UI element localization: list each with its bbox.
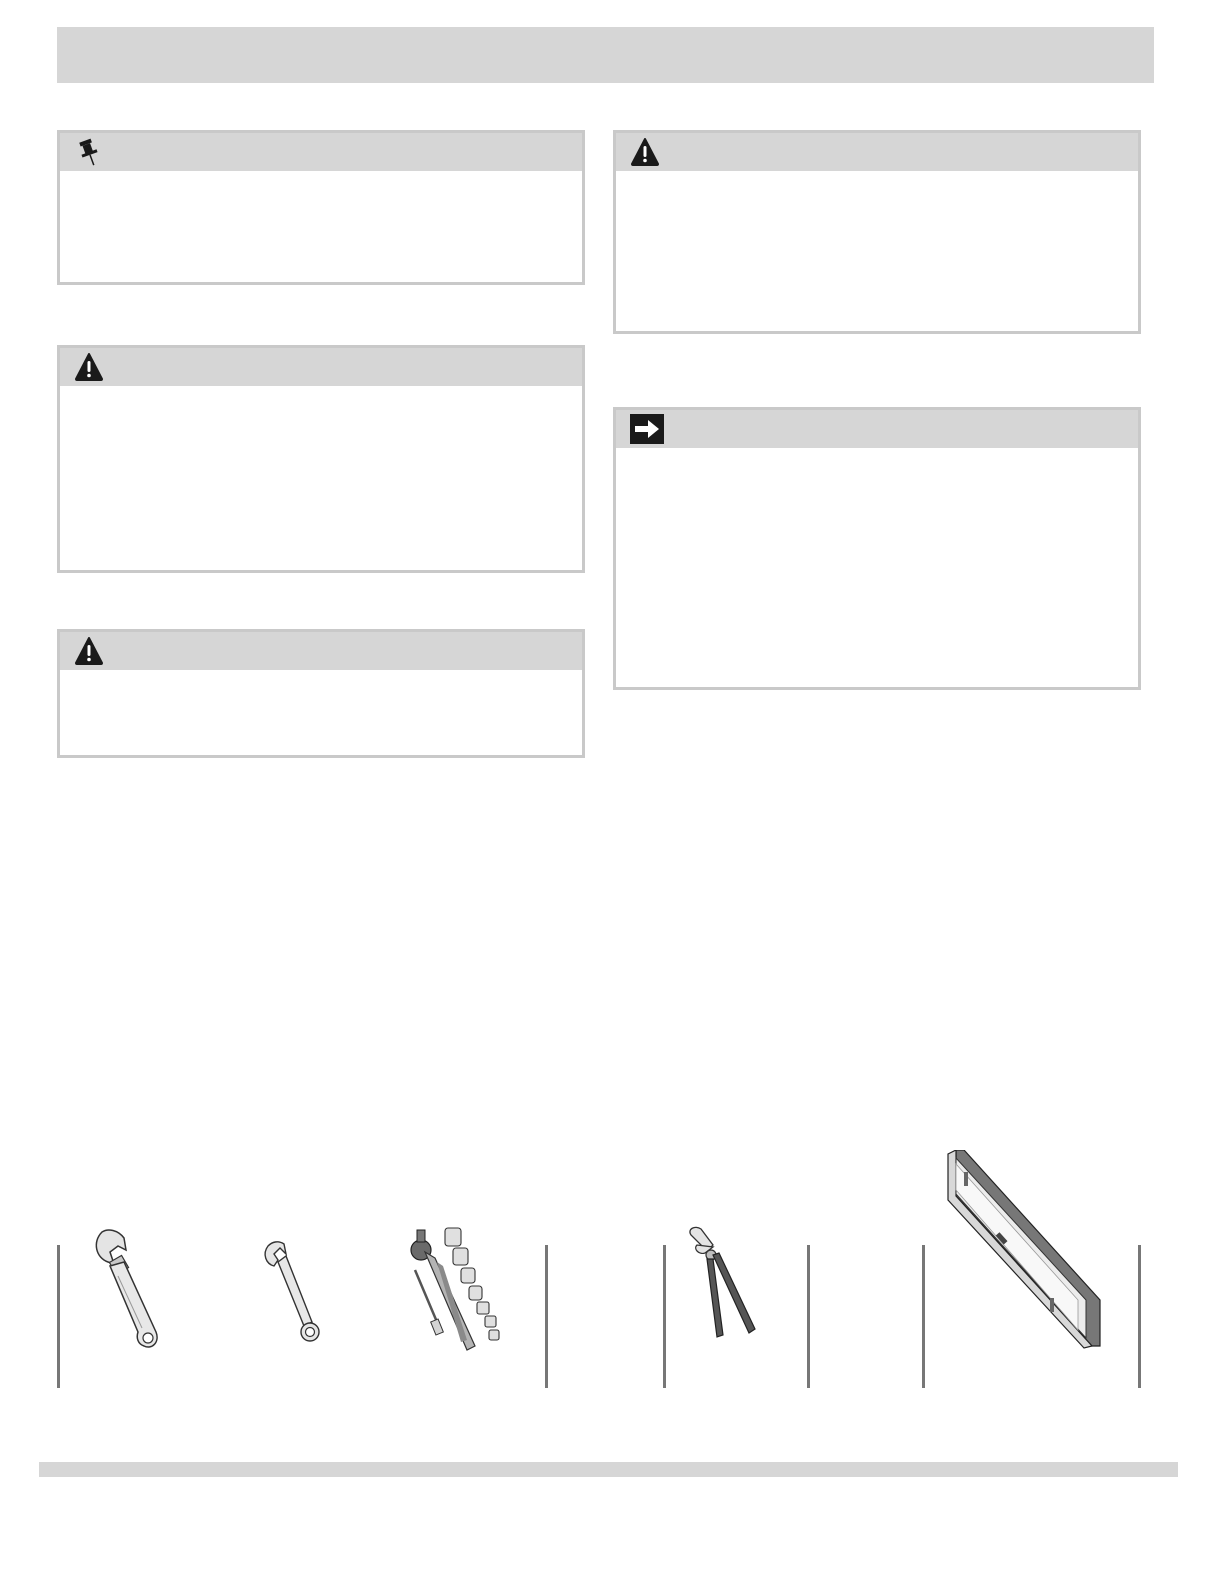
tool-divider <box>922 1245 925 1388</box>
tool-divider <box>545 1245 548 1388</box>
note-box-header <box>60 133 582 171</box>
warning-box-header <box>60 348 582 386</box>
warning-box <box>57 629 585 758</box>
adjustable-wrench-icon <box>90 1228 165 1353</box>
footer-bar <box>39 1462 1178 1477</box>
level-icon <box>946 1150 1104 1350</box>
open-end-wrench-icon <box>262 1240 327 1345</box>
tool-divider <box>57 1245 60 1388</box>
header-bar <box>57 27 1154 83</box>
tool-divider <box>1138 1245 1141 1388</box>
important-box <box>613 407 1141 690</box>
warning-box-header <box>616 133 1138 171</box>
warning-box <box>613 130 1141 334</box>
tool-divider <box>807 1245 810 1388</box>
tool-divider <box>663 1245 666 1388</box>
warning-triangle-icon <box>630 137 660 167</box>
pliers-icon <box>683 1225 763 1350</box>
warning-triangle-icon <box>74 352 104 382</box>
warning-box-header <box>60 632 582 670</box>
important-box-header <box>616 410 1138 448</box>
warning-triangle-icon <box>74 636 104 666</box>
warning-box <box>57 345 585 573</box>
arrow-right-icon <box>630 414 664 444</box>
socket-set-icon <box>405 1222 505 1352</box>
pushpin-icon <box>74 137 104 167</box>
note-box <box>57 130 585 285</box>
